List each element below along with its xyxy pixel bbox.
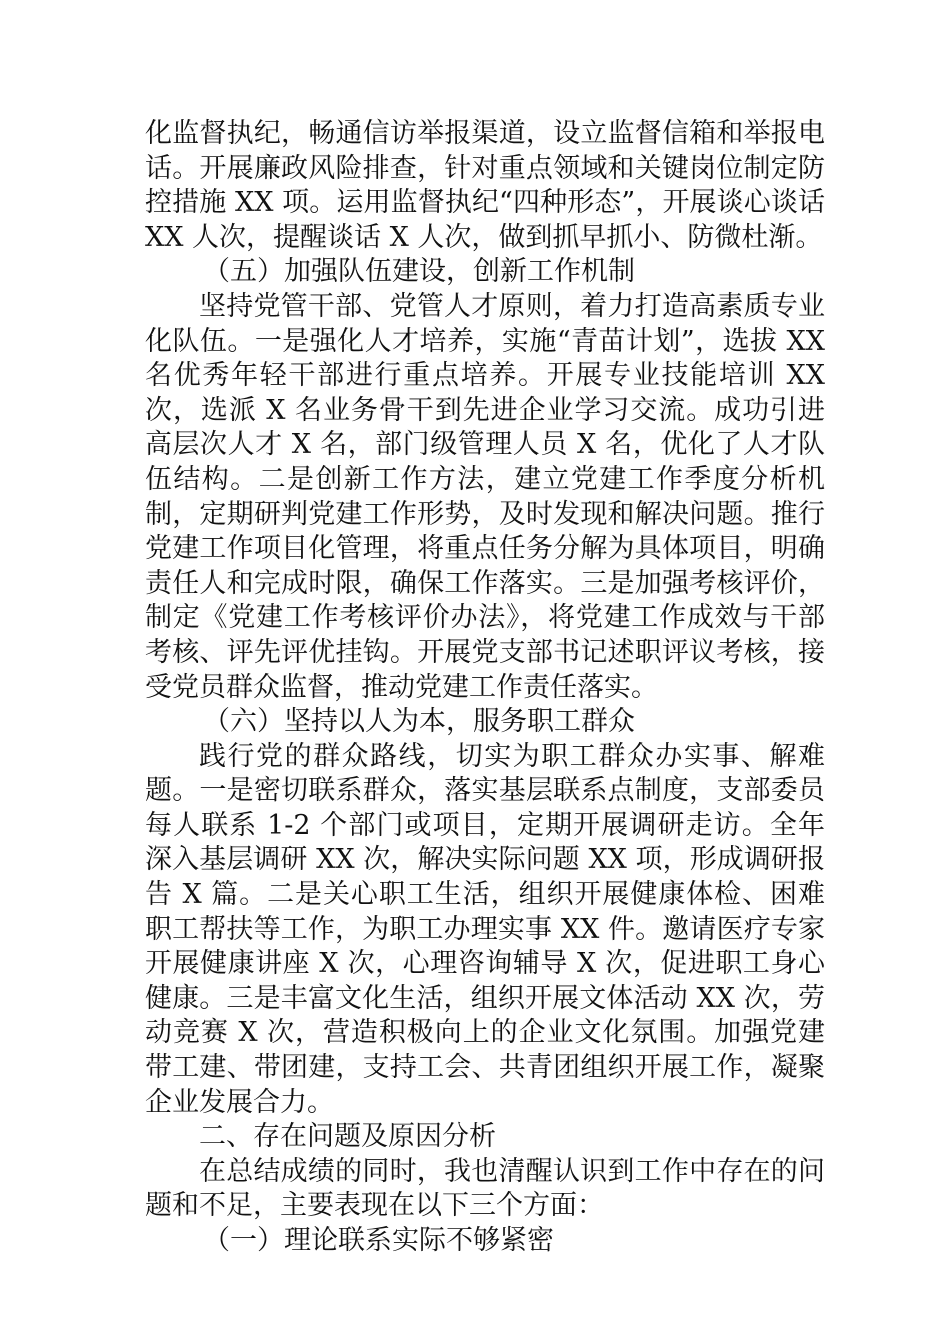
document-body <box>145 117 825 1259</box>
continuation-paragraph: 化监督执纪，畅通信访举报渠道，设立监督信箱和举报电话。开展廉政风险排查，针对重点领域和关键岗位制定防控措施 XX 项。运用监督执纪“四种形态”，开展谈心谈话 XX 人次，提醒谈话 X 人次，做到抓早抓小、防微杜渐。 <box>145 118 825 253</box>
section-heading-problems: 二、存在问题及原因分析 <box>199 1121 496 1153</box>
subheading-six: （六）坚持以人为本，服务职工群众 <box>203 706 635 738</box>
paragraph-problems-intro: 在总结成绩的同时，我也清醒认识到工作中存在的问题和不足，主要表现在以下三个方面： <box>145 1155 825 1222</box>
paragraph-team-building: 坚持党管干部、党管人才原则，着力打造高素质专业化队伍。一是强化人才培养，实施“青苗计划”，选拔 XX 名优秀年轻干部进行重点培养。开展专业技能培训 XX 次，选派 X 名业务骨干到先进企业学习交流。成功引进高层次人才 X 名，部门级管理人员 X 名，优化了人才队伍结构。二是创新工作方法，建立党建工作季度分析机制，定期研判党建工作形势，及时发现和解决问题。推行党建工作项目化管理，将重点任务分解为具体项目，明确责任人和完成时限，确保工作落实。三是加强考核评价，制定《党建工作考核评价办法》，将党建工作成效与干部考核、评先评优挂钩。开展党支部书记述职评议考核，接受党员群众监督，推动党建工作责任落实。 <box>145 290 825 703</box>
subheading-five: （五）加强队伍建设，创新工作机制 <box>203 256 635 288</box>
subheading-one: （一）理论联系实际不够紧密 <box>203 1225 554 1256</box>
paragraph-serve-staff: 践行党的群众路线，切实为职工群众办实事、解难题。一是密切联系群众，落实基层联系点制度，支部委员每人联系 1-2 个部门或项目，定期开展调研走访。全年深入基层调研 XX 次，解决实际问题 XX 项，形成调研报告 X 篇。二是关心职工生活，组织开展健康体检、困难职工帮扶等工作，为职工办理实事 XX 件。邀请医疗专家开展健康讲座 X 次，心理咨询辅导 X 次，促进职工身心健康。三是丰富文化生活，组织开展文体活动 XX 次，劳动竞赛 X 次，营造积极向上的企业文化氛围。加强党建带工建、带团建，支持工会、共青团组织开展工作，凝聚企业发展合力。 <box>145 740 825 1118</box>
